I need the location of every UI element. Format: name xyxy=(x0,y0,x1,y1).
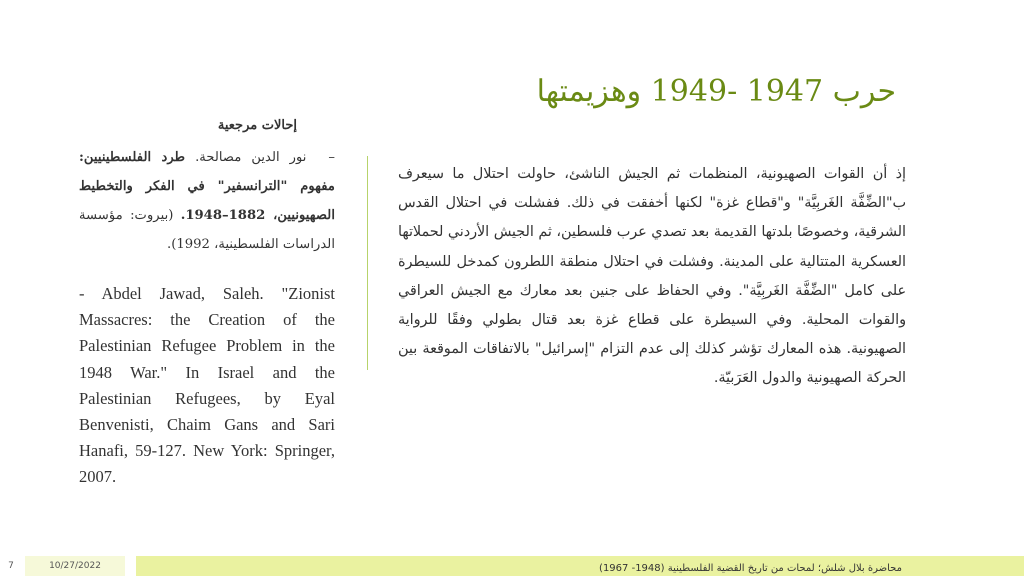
footer-text: محاضرة بلال شلش؛ لمحات من تاريخ القضية الفلسطينية (1948- 1967) xyxy=(599,563,902,574)
footer-bar xyxy=(136,556,1024,576)
references-heading: إحالات مرجعية xyxy=(217,118,297,133)
reference-marker: – xyxy=(328,150,335,165)
footer-date: 10/27/2022 xyxy=(25,556,125,576)
column-divider xyxy=(367,156,368,370)
reference-publisher: (بيروت: مؤسسة الدراسات الفلسطينية، 1992). xyxy=(79,208,335,252)
page-number: 7 xyxy=(8,561,14,571)
reference-english: - Abdel Jawad, Saleh. "Zionist Massacres: the Creation of the Palestinian Refugee Problem in the 1948 War." In Israel and the Palestinian Refugees, by Eyal Benvenisti, Chaim Gans and Sari Hanafi, 59-127. New York: Springer, 2007. xyxy=(79,284,335,487)
slide-body-text: إذ أن القوات الصهيونية، المنظمات ثم الجيش الناشئ، حاولت احتلال ما سيعرف ب"الضِّفَّة الغَربِيَّة" و"قطاع غزة" لكنها أخفقت في ذلك. ففشلت في احتلال القدس الشرقية، وخصوصًا بلدتها القديمة بعد تصدي عرب فلسطين، ثم الجيش الأردني لحملاتها العسكرية المتتالية على المدينة. وفشلت في احتلال منطقة اللطرون كمدخل للسيطرة على كامل "الضِّفَّة الغَربِيَّة". وفي الحفاظ على جنين بعد معارك مع الجيش العراقي والقوات المحلية. وفي السيطرة على قطاع غزة بعد قتال بطولي وفقًا للرواية الصهيونية. هذه المعارك تؤشر كذلك إلى عدم التزام "إسرائيل" بالاتفاقات الموقعة بين الحركة الصهيونية والدول العَرَبيّة. xyxy=(398,166,906,387)
reference-arabic xyxy=(79,143,335,259)
slide-title: حرب 1947 -1949 وهزيمتها xyxy=(536,74,896,109)
references-panel xyxy=(79,113,335,491)
reference-title: طرد الفلسطينيين: مفهوم "الترانسفير" في الفكر والتخطيط الصهيونيين، 1882–1948. xyxy=(79,150,335,223)
reference-author: نور الدين مصالحة. xyxy=(195,150,307,165)
